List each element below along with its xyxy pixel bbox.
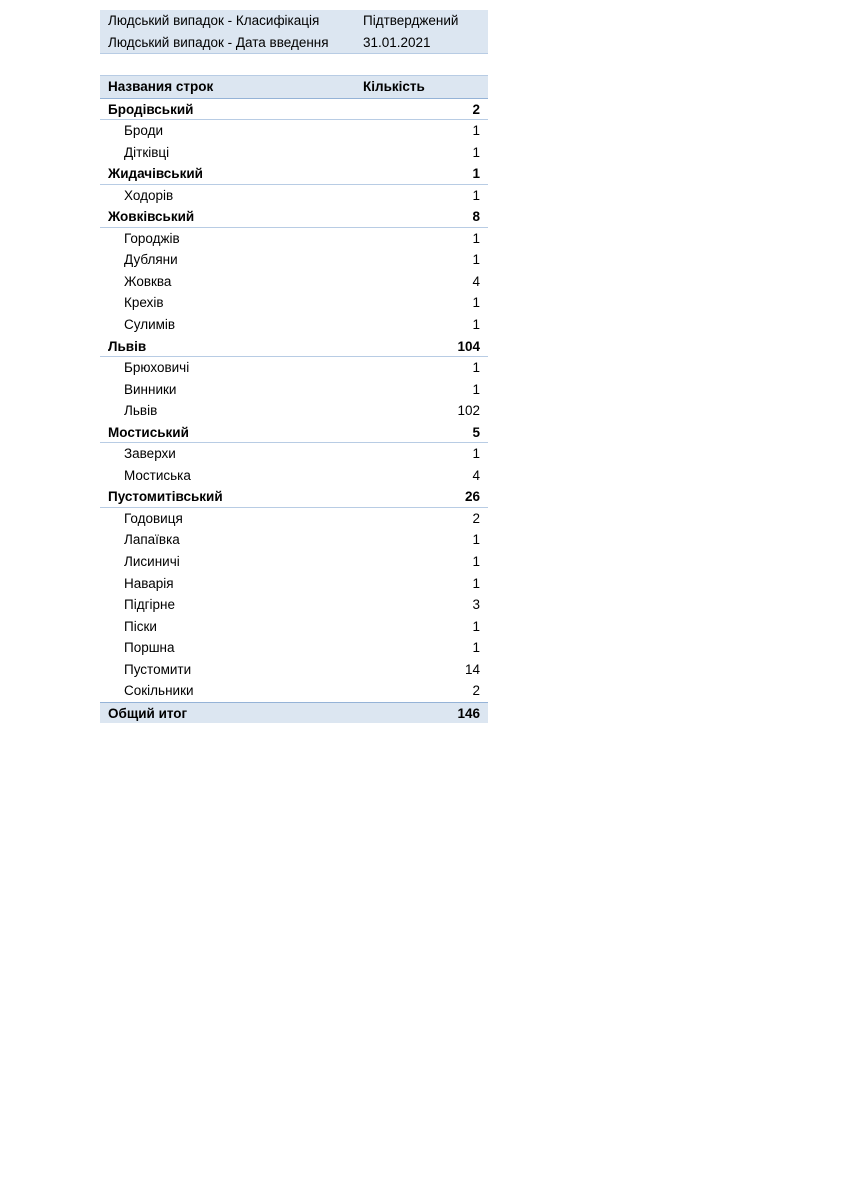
item-row[interactable] (100, 400, 488, 422)
item-name: Сулимів (124, 316, 176, 332)
filter-row-classification[interactable] (100, 10, 488, 32)
item-count: 1 (472, 187, 480, 203)
item-name: Підгірне (124, 597, 175, 613)
item-count: 1 (472, 316, 480, 332)
item-count: 1 (472, 360, 480, 376)
item-count: 1 (472, 381, 480, 397)
item-row[interactable] (100, 185, 488, 207)
item-row[interactable] (100, 529, 488, 551)
group-total: 2 (472, 101, 480, 117)
item-count: 1 (472, 575, 480, 591)
item-count: 1 (472, 618, 480, 634)
item-name: Дітківці (124, 144, 170, 160)
item-name: Броди (124, 123, 163, 139)
item-name: Сокільники (124, 683, 194, 699)
grand-total-row (100, 702, 488, 724)
item-name: Лисиничі (124, 553, 180, 569)
item-count: 4 (472, 273, 480, 289)
item-count: 2 (472, 683, 480, 699)
item-name: Лапаївка (124, 532, 180, 548)
item-count: 1 (472, 640, 480, 656)
item-name: Ходорів (124, 187, 174, 203)
item-count: 2 (472, 510, 480, 526)
item-count: 102 (457, 403, 480, 419)
group-row[interactable] (100, 163, 488, 185)
item-count: 1 (472, 295, 480, 311)
item-row[interactable] (100, 271, 488, 293)
grand-total-value: 146 (457, 705, 480, 721)
item-count: 1 (472, 446, 480, 462)
group-name: Бродівський (108, 101, 194, 117)
item-row[interactable] (100, 142, 488, 164)
pivot-body (100, 99, 488, 702)
item-row[interactable] (100, 228, 488, 250)
item-name: Дубляни (124, 252, 178, 268)
item-count: 1 (472, 553, 480, 569)
row-labels-header[interactable]: Названия строк (108, 79, 214, 94)
group-total: 5 (472, 424, 480, 440)
item-name: Годовиця (124, 510, 183, 526)
item-count: 1 (472, 144, 480, 160)
item-row[interactable] (100, 465, 488, 487)
filter-row-date[interactable] (100, 32, 488, 54)
item-row[interactable] (100, 573, 488, 595)
group-name: Жидачівський (108, 166, 203, 182)
item-count: 1 (472, 123, 480, 139)
filter-value[interactable]: 31.01.2021 (363, 34, 431, 50)
item-row[interactable] (100, 357, 488, 379)
group-total: 26 (464, 489, 480, 505)
item-row[interactable] (100, 443, 488, 465)
filter-label: Людський випадок - Дата введення (108, 34, 329, 50)
group-total: 104 (457, 338, 480, 354)
item-name: Піски (124, 618, 157, 634)
item-row[interactable] (100, 120, 488, 142)
item-count: 3 (472, 597, 480, 613)
item-count: 1 (472, 532, 480, 548)
item-count: 1 (472, 252, 480, 268)
item-name: Городжів (124, 230, 180, 246)
group-row[interactable] (100, 486, 488, 508)
group-total: 8 (472, 209, 480, 225)
item-row[interactable] (100, 551, 488, 573)
item-row[interactable] (100, 508, 488, 530)
item-name: Поршна (124, 640, 175, 656)
filter-area (100, 10, 488, 53)
item-name: Пустомити (124, 661, 192, 677)
item-row[interactable] (100, 659, 488, 681)
item-name: Львів (124, 403, 158, 419)
item-row[interactable] (100, 680, 488, 702)
group-row[interactable] (100, 206, 488, 228)
group-name: Пустомитівський (108, 489, 223, 505)
group-row[interactable] (100, 99, 488, 121)
item-name: Жовква (124, 273, 172, 289)
group-name: Львів (108, 338, 147, 354)
item-row[interactable] (100, 594, 488, 616)
item-name: Мостиська (124, 467, 191, 483)
item-name: Винники (124, 381, 177, 397)
item-row[interactable] (100, 616, 488, 638)
group-name: Жовківський (108, 209, 195, 225)
group-total: 1 (472, 166, 480, 182)
item-name: Брюховичі (124, 360, 190, 376)
item-count: 1 (472, 230, 480, 246)
item-row[interactable] (100, 249, 488, 271)
item-count: 4 (472, 467, 480, 483)
group-row[interactable] (100, 422, 488, 444)
count-header: Кількість (363, 79, 425, 94)
item-row[interactable] (100, 637, 488, 659)
grand-total-label: Общий итог (108, 705, 188, 721)
item-row[interactable] (100, 379, 488, 401)
item-row[interactable] (100, 292, 488, 314)
filter-label: Людський випадок - Класифікація (108, 13, 320, 28)
filter-value[interactable]: Підтверджений (363, 13, 459, 28)
item-name: Заверхи (124, 446, 176, 462)
item-row[interactable] (100, 314, 488, 336)
pivot-sheet (100, 10, 488, 723)
item-count: 14 (464, 661, 480, 677)
item-name: Крехів (124, 295, 164, 311)
group-row[interactable] (100, 336, 488, 358)
group-name: Мостиський (108, 424, 189, 440)
spacer-row (100, 53, 488, 75)
pivot-header-row[interactable] (100, 75, 488, 99)
item-name: Наварія (124, 575, 174, 591)
